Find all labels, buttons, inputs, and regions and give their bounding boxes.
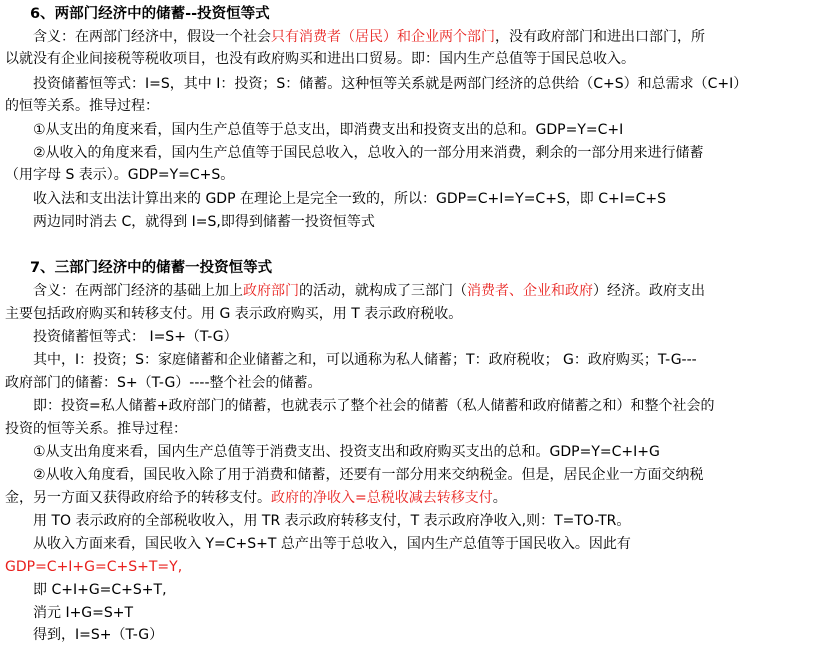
section-7-line-1 xyxy=(33,280,814,302)
section-7-line-2: 主要包括政府购买和转移支付。用 G 表示政府购买，用 T 表示政府税收。 xyxy=(5,306,463,322)
highlight-span: 政府的净收入=总税收减去转移支付 xyxy=(271,490,493,506)
section-7-line-16: 得到，I=S+（T-G） xyxy=(33,627,164,643)
section-6-line-6: ②从收入的角度来看，国内生产总值等于国民总收入，总收入的一部分用来消费，剩余的一部分用来进行储蓄 xyxy=(33,145,704,161)
section-7-line-12: 从收入方面来看，国民收入 Y=C+S+T 总产出等于总收入，国内生产总值等于国民收入。因此有 xyxy=(33,536,631,552)
section-7-line-6: 即：投资=私人储蓄+政府部门的储蓄，也就表示了整个社会的储蓄（私人储蓄和政府储蓄之和）和整个社会的 xyxy=(33,398,715,414)
section-6-line-5: ①从支出的角度来看，国内生产总值等于总支出，即消费支出和投资支出的总和。GDP=Y=C+I xyxy=(33,122,624,138)
section-6-line-8: 收入法和支出法计算出来的 GDP 在理论上是完全一致的，所以：GDP=C+I=Y=C+S，即 C+I=C+S xyxy=(33,191,667,207)
text-span: 含义：在两部门经济的基础上加上 xyxy=(33,283,243,299)
section-6-line-9: 两边同时消去 C，就得到 I=S,即得到储蓄一投资恒等式 xyxy=(33,214,375,230)
section-7-line-10 xyxy=(5,487,814,509)
section-7-line-11: 用 TO 表示政府的全部税收收入，用 TR 表示政府转移支付，T 表示政府净收入,则：T=TO-TR。 xyxy=(33,513,631,529)
text-span: ，没有政府部门和进出口部门，所 xyxy=(495,29,705,45)
section-7-line-7: 投资的恒等关系。推导过程： xyxy=(5,421,187,437)
section-7-line-13-equation: GDP=C+I+G=C+S+T=Y, xyxy=(5,559,183,575)
text-span: 。 xyxy=(492,490,507,506)
highlight-span: 消费者、企业和政府 xyxy=(467,283,593,299)
section-7-line-15: 消元 I+G=S+T xyxy=(33,605,134,621)
section-6-line-4: 的恒等关系。推导过程： xyxy=(5,98,159,114)
text-span: 含义：在两部门经济中，假设一个社会 xyxy=(33,29,271,45)
section-6-line-7: （用字母 S 表示）。GDP=Y=C+S。 xyxy=(5,167,235,183)
highlight-span: 只有消费者（居民）和企业两个部门 xyxy=(271,29,495,45)
text-span: 金，另一方面又获得政府给予的转移支付。 xyxy=(5,490,271,506)
section-6-line-2: 以就没有企业间接税等税收项目，也没有政府购买和进出口贸易。即：国内生产总值等于国民总收入。 xyxy=(5,51,635,67)
section-7-title: 7、三部门经济中的储蓄一投资恒等式 xyxy=(30,260,273,276)
text-span: ）经济。政府支出 xyxy=(593,283,705,299)
highlight-span: 政府部门 xyxy=(243,283,299,299)
text-span: 的活动，就构成了三部门（ xyxy=(299,283,467,299)
section-7-line-9: ②从收入角度看，国民收入除了用于消费和储蓄，还要有一部分用来交纳税金。但是，居民企业一方面交纳税 xyxy=(33,467,704,483)
section-6-line-1 xyxy=(33,26,814,48)
section-6-title: 6、两部门经济中的储蓄--投资恒等式 xyxy=(30,6,270,22)
section-7-line-5: 政府部门的储蓄：S+（T-G）----整个社会的储蓄。 xyxy=(5,375,322,391)
section-7-line-3: 投资储蓄恒等式： I=S+（T-G） xyxy=(33,329,238,345)
section-7-line-14: 即 C+I+G=C+S+T, xyxy=(33,582,167,598)
section-7-line-8: ①从支出角度来看，国内生产总值等于消费支出、投资支出和政府购买支出的总和。GDP=Y=C+I+G xyxy=(33,444,660,460)
section-6-line-3: 投资储蓄恒等式：I=S，其中 I：投资；S：储蓄。这种恒等关系就是两部门经济的总供给（C+S）和总需求（C+I） xyxy=(33,76,748,92)
section-7-line-4: 其中，I：投资；S：家庭储蓄和企业储蓄之和，可以通称为私人储蓄；T：政府税收； G：政府购买；T-G--- xyxy=(33,352,697,368)
